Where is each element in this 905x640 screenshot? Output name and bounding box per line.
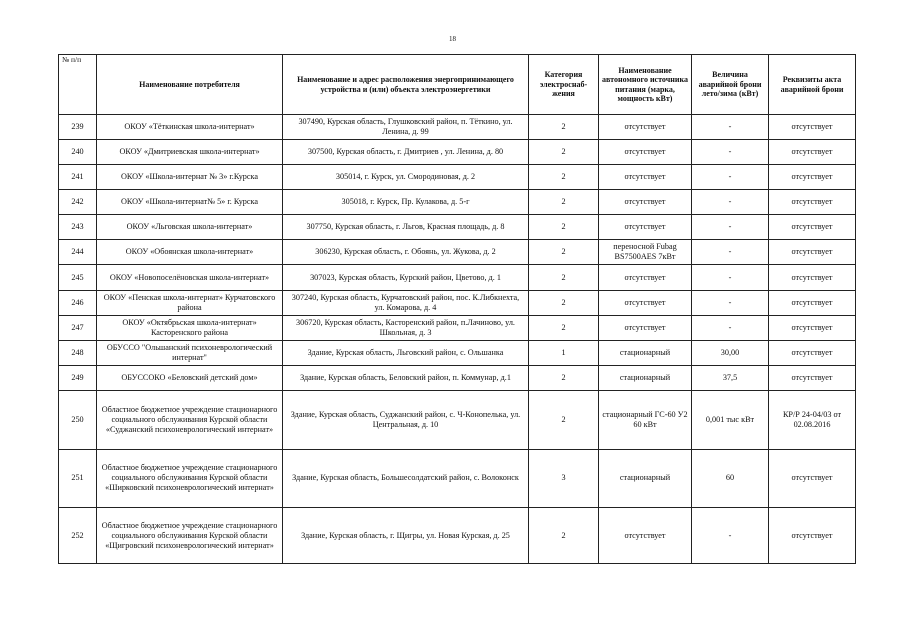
cell-act: отсутствует <box>769 215 856 240</box>
cell-num: 245 <box>59 265 97 290</box>
cell-source: стационарный <box>599 340 692 365</box>
cell-category: 2 <box>529 290 599 315</box>
cell-reserve: - <box>692 290 769 315</box>
cell-address: 305014, г. Курск, ул. Смородиновая, д. 2 <box>283 165 529 190</box>
cell-num: 247 <box>59 315 97 340</box>
cell-reserve: - <box>692 215 769 240</box>
cell-reserve: - <box>692 190 769 215</box>
energy-reserve-table <box>58 54 856 564</box>
cell-source: стационарный <box>599 365 692 390</box>
cell-category: 2 <box>529 390 599 449</box>
cell-act: отсутствует <box>769 190 856 215</box>
cell-source: отсутствует <box>599 140 692 165</box>
cell-reserve: - <box>692 265 769 290</box>
cell-consumer: ОКОУ «Тёткинская школа-интернат» <box>97 115 283 140</box>
cell-source: отсутствует <box>599 165 692 190</box>
cell-act: отсутствует <box>769 449 856 508</box>
cell-act: отсутствует <box>769 508 856 564</box>
cell-source: отсутствует <box>599 315 692 340</box>
cell-act: отсутствует <box>769 265 856 290</box>
cell-act: отсутствует <box>769 365 856 390</box>
cell-address: 307750, Курская область, г. Льгов, Красная площадь, д. 8 <box>283 215 529 240</box>
cell-consumer: ОБУССО "Ольшанский психоневрологический интернат" <box>97 340 283 365</box>
cell-address: 307240, Курская область, Курчатовский район, пос. К.Либкнехта, ул. Комарова, д. 4 <box>283 290 529 315</box>
cell-address: 307023, Курская область, Курский район, Цветово, д. 1 <box>283 265 529 290</box>
cell-source: отсутствует <box>599 290 692 315</box>
cell-source: отсутствует <box>599 215 692 240</box>
table-row <box>59 365 856 390</box>
header-address: Наименование и адрес расположения энергопринимающего устройства и (или) объекта электроэнергетики <box>283 55 529 115</box>
table-row <box>59 390 856 449</box>
cell-address: 307490, Курская область, Глушковский район, п. Тёткино, ул. Ленина, д. 99 <box>283 115 529 140</box>
cell-source: отсутствует <box>599 190 692 215</box>
cell-address: Здание, Курская область, Суджанский район, с. Ч-Конопелька, ул. Центральная, д. 10 <box>283 390 529 449</box>
header-category: Категория электроснаб-жения <box>529 55 599 115</box>
cell-num: 242 <box>59 190 97 215</box>
cell-address: Здание, Курская область, Льговский район, с. Ольшанка <box>283 340 529 365</box>
cell-source: стационарный ГС-60 У2 60 кВт <box>599 390 692 449</box>
cell-source: стационарный <box>599 449 692 508</box>
cell-source: отсутствует <box>599 508 692 564</box>
cell-act: отсутствует <box>769 315 856 340</box>
cell-consumer: ОКОУ «Дмитриевская школа-интернат» <box>97 140 283 165</box>
cell-act: отсутствует <box>769 140 856 165</box>
header-consumer: Наименование потребителя <box>97 55 283 115</box>
cell-reserve: 60 <box>692 449 769 508</box>
header-source: Наименование автономного источника питания (марка, мощность кВт) <box>599 55 692 115</box>
cell-consumer: ОКОУ «Пенская школа-интернат» Курчатовского района <box>97 290 283 315</box>
cell-address: Здание, Курская область, Большесолдатский район, с. Волоконск <box>283 449 529 508</box>
cell-reserve: - <box>692 315 769 340</box>
table-header-row <box>59 55 856 115</box>
cell-reserve: - <box>692 140 769 165</box>
cell-act: отсутствует <box>769 290 856 315</box>
table-row <box>59 140 856 165</box>
cell-act: КР/Р 24-04/03 от 02.08.2016 <box>769 390 856 449</box>
cell-num: 250 <box>59 390 97 449</box>
cell-category: 2 <box>529 315 599 340</box>
cell-address: Здание, Курская область, Беловский район, п. Коммунар, д.1 <box>283 365 529 390</box>
cell-num: 243 <box>59 215 97 240</box>
cell-reserve: - <box>692 115 769 140</box>
cell-category: 2 <box>529 240 599 265</box>
cell-category: 2 <box>529 265 599 290</box>
header-reserve: Величина аварийной брони лето/зима (кВт) <box>692 55 769 115</box>
cell-address: 306230, Курская область, г. Обоянь, ул. Жукова, д. 2 <box>283 240 529 265</box>
cell-num: 252 <box>59 508 97 564</box>
table-row <box>59 340 856 365</box>
cell-category: 2 <box>529 190 599 215</box>
cell-act: отсутствует <box>769 115 856 140</box>
cell-num: 251 <box>59 449 97 508</box>
page-number: 18 <box>449 35 456 43</box>
cell-category: 2 <box>529 215 599 240</box>
table-row <box>59 265 856 290</box>
cell-category: 2 <box>529 365 599 390</box>
cell-reserve: 0,001 тыс кВт <box>692 390 769 449</box>
table-row <box>59 508 856 564</box>
cell-reserve: 30,00 <box>692 340 769 365</box>
cell-category: 2 <box>529 140 599 165</box>
cell-category: 3 <box>529 449 599 508</box>
cell-num: 248 <box>59 340 97 365</box>
cell-consumer: Областное бюджетное учреждение стационарного социального обслуживания Курской области «Щигровский психоневрологический интернат» <box>97 508 283 564</box>
cell-consumer: ОКОУ «Новопоселёновская школа-интернат» <box>97 265 283 290</box>
cell-source: отсутствует <box>599 265 692 290</box>
table-row <box>59 315 856 340</box>
table-row <box>59 190 856 215</box>
cell-reserve: - <box>692 165 769 190</box>
cell-act: отсутствует <box>769 340 856 365</box>
cell-consumer: Областное бюджетное учреждение стационарного социального обслуживания Курской области «Ширковский психоневрологический интернат» <box>97 449 283 508</box>
cell-consumer: ОКОУ «Льговская школа-интернат» <box>97 215 283 240</box>
cell-consumer: Областное бюджетное учреждение стационарного социального обслуживания Курской области «Суджанский психоневрологический интернат» <box>97 390 283 449</box>
table-row <box>59 165 856 190</box>
cell-num: 246 <box>59 290 97 315</box>
cell-act: отсутствует <box>769 165 856 190</box>
cell-reserve: 37,5 <box>692 365 769 390</box>
header-act: Реквизиты акта аварийной брони <box>769 55 856 115</box>
cell-num: 244 <box>59 240 97 265</box>
cell-address: 306720, Курская область, Касторенский район, п.Лачиново, ул. Школьная, д. 3 <box>283 315 529 340</box>
table-row <box>59 240 856 265</box>
cell-reserve: - <box>692 508 769 564</box>
cell-address: 307500, Курская область, г. Дмитриев , ул. Ленина, д. 80 <box>283 140 529 165</box>
cell-category: 1 <box>529 340 599 365</box>
cell-consumer: ОКОУ «Октябрьская школа-интернат» Касторенского района <box>97 315 283 340</box>
cell-num: 249 <box>59 365 97 390</box>
table-row <box>59 115 856 140</box>
cell-num: 239 <box>59 115 97 140</box>
cell-consumer: ОБУССОКО «Беловский детский дом» <box>97 365 283 390</box>
cell-category: 2 <box>529 115 599 140</box>
header-num: № п/п <box>59 55 97 115</box>
cell-category: 2 <box>529 165 599 190</box>
table-row <box>59 449 856 508</box>
cell-act: отсутствует <box>769 240 856 265</box>
table-row <box>59 290 856 315</box>
cell-address: 305018, г. Курск, Пр. Кулакова, д. 5-г <box>283 190 529 215</box>
cell-consumer: ОКОУ «Школа-интернат № 3» г.Курска <box>97 165 283 190</box>
cell-reserve: - <box>692 240 769 265</box>
cell-category: 2 <box>529 508 599 564</box>
cell-source: переносной Fubag BS7500AES 7кВт <box>599 240 692 265</box>
cell-source: отсутствует <box>599 115 692 140</box>
cell-num: 241 <box>59 165 97 190</box>
cell-num: 240 <box>59 140 97 165</box>
table-row <box>59 215 856 240</box>
cell-address: Здание, Курская область, г. Щигры, ул. Новая Курская, д. 25 <box>283 508 529 564</box>
cell-consumer: ОКОУ «Школа-интернат№ 5» г. Курска <box>97 190 283 215</box>
cell-consumer: ОКОУ «Обоянская школа-интернат» <box>97 240 283 265</box>
